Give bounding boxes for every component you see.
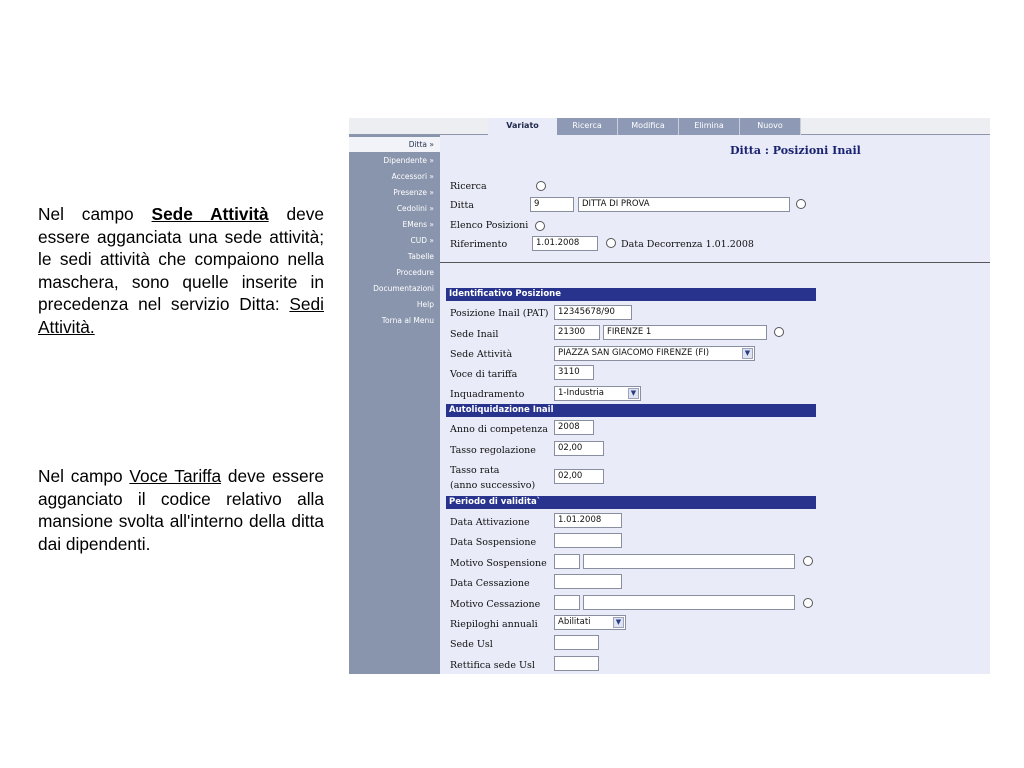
tasso-regolazione-label: Tasso regolazione xyxy=(450,445,536,456)
sidebar-menu xyxy=(349,135,440,674)
rettifica-sede-usl-input[interactable] xyxy=(554,656,599,671)
sidebar-item-cud[interactable]: CUD » xyxy=(410,236,434,245)
riferimento-input[interactable]: 1.01.2008 xyxy=(532,236,598,251)
explanation-paragraph-sede xyxy=(38,203,324,338)
tab-elimina[interactable]: Elimina xyxy=(679,118,740,135)
riepiloghi-annuali-label: Riepiloghi annuali xyxy=(450,619,538,630)
sidebar-item-help[interactable]: Help xyxy=(416,300,434,309)
elenco-posizioni-radio[interactable] xyxy=(535,221,545,231)
motivo-cessazione-lookup-radio[interactable] xyxy=(803,598,813,608)
tab-nuovo[interactable]: Nuovo xyxy=(740,118,801,135)
section-autoliquidazione-inail: Autoliquidazione Inail xyxy=(446,404,816,417)
sidebar-item-presenze[interactable]: Presenze » xyxy=(393,188,434,197)
riferimento-label: Riferimento xyxy=(450,239,508,250)
section-identificativo-posizione: Identificativo Posizione xyxy=(446,288,816,301)
riepiloghi-annuali-select[interactable] xyxy=(554,615,626,630)
tab-bar xyxy=(349,118,990,135)
motivo-sospensione-code-input[interactable] xyxy=(554,554,580,569)
chevron-down-icon: ▼ xyxy=(628,388,639,399)
link-sedi-attivita[interactable]: Sedi Attività. xyxy=(38,294,324,337)
ditta-name-input[interactable]: DITTA DI PROVA xyxy=(578,197,790,212)
sidebar-item-accessori[interactable]: Accessori » xyxy=(391,172,434,181)
sede-usl-label: Sede Usl xyxy=(450,639,493,650)
sede-inail-name-input[interactable]: FIRENZE 1 xyxy=(603,325,767,340)
sidebar-item-procedure[interactable]: Procedure xyxy=(396,268,434,277)
elenco-posizioni-label: Elenco Posizioni xyxy=(450,220,529,231)
tasso-rata-input[interactable]: 02,00 xyxy=(554,469,604,484)
data-cessazione-label: Data Cessazione xyxy=(450,578,530,589)
tab-ricerca[interactable]: Ricerca xyxy=(557,118,618,135)
sidebar-item-emens[interactable]: EMens » xyxy=(402,220,434,229)
chevron-down-icon: ▼ xyxy=(742,348,753,359)
sede-inail-code-input[interactable]: 21300 xyxy=(554,325,600,340)
field-name-voce-tariffa: Voce Tariffa xyxy=(129,466,222,486)
tasso-rata-sublabel: (anno successivo) xyxy=(450,480,536,491)
posizione-inail-input[interactable]: 12345678/90 xyxy=(554,305,632,320)
sede-inail-lookup-radio[interactable] xyxy=(774,327,784,337)
tab-variato[interactable]: Variato xyxy=(488,118,557,135)
sidebar-item-ditta[interactable]: Ditta » xyxy=(349,137,440,152)
data-sospensione-label: Data Sospensione xyxy=(450,537,537,548)
voce-tariffa-label: Voce di tariffa xyxy=(450,369,518,380)
data-attivazione-input[interactable]: 1.01.2008 xyxy=(554,513,622,528)
sede-usl-input[interactable] xyxy=(554,635,599,650)
page-title: Ditta : Posizioni Inail xyxy=(730,144,861,157)
data-attivazione-label: Data Attivazione xyxy=(450,517,530,528)
ricerca-label: Ricerca xyxy=(450,181,487,192)
field-name-sede-attivita: Sede Attività xyxy=(151,204,269,224)
sidebar-item-dipendente[interactable]: Dipendente » xyxy=(383,156,434,165)
sidebar-item-tabelle[interactable]: Tabelle xyxy=(407,252,434,261)
motivo-sospensione-lookup-radio[interactable] xyxy=(803,556,813,566)
sede-attivita-label: Sede Attività xyxy=(450,349,513,360)
text-body: deve essere agganciata una sede attività; le sedi attività che compaiono nella maschera, sono quelle inserite in precedenza nel servizio Ditta: xyxy=(38,204,324,314)
decorrenza-radio[interactable] xyxy=(606,238,616,248)
text-pre: Nel campo xyxy=(38,466,130,486)
rettifica-sede-usl-label: Rettifica sede Usl xyxy=(450,660,535,671)
sede-inail-label: Sede Inail xyxy=(450,329,499,340)
motivo-sospensione-desc-input[interactable] xyxy=(583,554,795,569)
data-cessazione-input[interactable] xyxy=(554,574,622,589)
text-body: deve essere agganciato il codice relativo alla mansione svolta all'interno della ditta dai dipendenti. xyxy=(38,466,324,554)
inquadramento-select[interactable] xyxy=(554,386,641,401)
ditta-lookup-radio[interactable] xyxy=(796,199,806,209)
ditta-code-input[interactable]: 9 xyxy=(530,197,574,212)
sidebar-item-cedolini[interactable]: Cedolini » xyxy=(396,204,434,213)
form-divider xyxy=(440,262,990,263)
motivo-cessazione-desc-input[interactable] xyxy=(583,595,795,610)
voce-tariffa-input[interactable]: 3110 xyxy=(554,365,594,380)
motivo-cessazione-label: Motivo Cessazione xyxy=(450,599,541,610)
text-pre: Nel campo xyxy=(38,204,152,224)
posizione-inail-label: Posizione Inail (PAT) xyxy=(450,308,549,319)
motivo-cessazione-code-input[interactable] xyxy=(554,595,580,610)
section-periodo-validita: Periodo di validita` xyxy=(446,496,816,509)
motivo-sospensione-label: Motivo Sospensione xyxy=(450,558,547,569)
data-sospensione-input[interactable] xyxy=(554,533,622,548)
sidebar-item-torna-al-menu[interactable]: Torna al Menu xyxy=(381,316,434,325)
app-screenshot xyxy=(349,118,990,674)
ricerca-radio[interactable] xyxy=(536,181,546,191)
tab-modifica[interactable]: Modifica xyxy=(618,118,679,135)
tasso-rata-label: Tasso rata xyxy=(450,465,500,476)
ditta-label: Ditta xyxy=(450,200,474,211)
anno-competenza-input[interactable]: 2008 xyxy=(554,420,594,435)
explanation-paragraph-voce xyxy=(38,465,324,555)
anno-competenza-label: Anno di competenza xyxy=(450,424,548,435)
sede-attivita-select[interactable] xyxy=(554,346,755,361)
inquadramento-value: 1-Industria xyxy=(558,388,604,398)
sede-attivita-value: PIAZZA SAN GIACOMO FIRENZE (FI) xyxy=(558,348,710,358)
tasso-regolazione-input[interactable]: 02,00 xyxy=(554,441,604,456)
riepiloghi-annuali-value: Abilitati xyxy=(558,617,591,627)
inquadramento-label: Inquadramento xyxy=(450,389,525,400)
decorrenza-text: Data Decorrenza 1.01.2008 xyxy=(621,239,754,250)
sidebar-item-documentazioni[interactable]: Documentazioni xyxy=(373,284,434,293)
chevron-down-icon: ▼ xyxy=(613,617,624,628)
